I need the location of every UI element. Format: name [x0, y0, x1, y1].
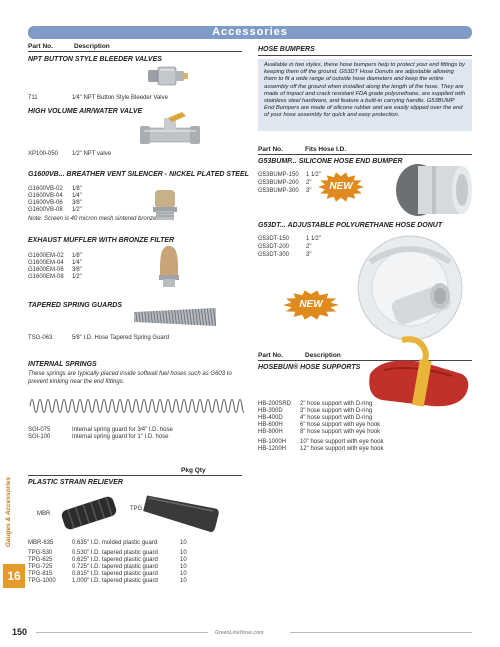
- section-title-air-water: HIGH VOLUME AIR/WATER VALVE: [28, 108, 143, 115]
- bumpers-description: Available in two styles, these hose bumpers help to protect your end fittings by keeping them off the ground. G53DT Hose Donuts are adjustable allowing them to fit a wide range of outside hose diameters and keep the entire assembly off the ground when installed along the length of the hose. They are made of impact and crack resistant FDA grade polyurethane, are supplied with stainless steel hardware, and feature a built-in carrying handle. G53BUMP End Bumpers are made of silicone rubber and are easily slipped over the end of your hose assembly for quick and easy protection.: [258, 59, 472, 131]
- section-title-bumpers: HOSE BUMPERS: [258, 46, 315, 53]
- list-item: G53DT-200 2": [258, 244, 312, 250]
- tpg-reliever-image: [140, 492, 220, 532]
- silicone-bumper-image: [384, 160, 476, 220]
- silencer-image: [150, 188, 180, 222]
- list-item: G53DT-300 3": [258, 252, 312, 258]
- section-number-tab: 16: [3, 564, 25, 588]
- hose-donut-image: [340, 232, 480, 344]
- side-tab-label: Gauges & Accessories: [5, 476, 12, 548]
- list-item: G53BUMP-150 1 1⁄2": [258, 172, 321, 178]
- list-item: G1600VB-04 1⁄4": [28, 193, 82, 199]
- header-rule: [28, 51, 242, 52]
- page-number: 150: [12, 627, 28, 637]
- bleeder-valve-image: [144, 62, 190, 88]
- list-item: G53DT-150 1 1⁄2": [258, 236, 321, 242]
- list-item: HB-600H 6" hose support with eye hook: [258, 422, 381, 428]
- list-item: TSG-063 5⁄8" I.D. Hose Tapered Spring Guard: [28, 335, 170, 341]
- list-item: G1600EM-04 1⁄4": [28, 260, 82, 266]
- list-item: HB-300D 3" hose support with D-ring: [258, 408, 373, 414]
- mbr-label: MBR: [37, 511, 51, 517]
- list-item: G1600EM-02 1⁄8": [28, 253, 82, 259]
- table-row: TPG-1000 1.000" I.D. tapered plastic guard 10: [28, 578, 187, 584]
- table-row: TPG-530 0.530" I.D. tapered plastic guard 10: [28, 550, 187, 556]
- col-header-part-no: Part No.: [258, 352, 283, 359]
- col-header-part-no: Part No.: [28, 43, 53, 50]
- section-title-donut: G53DT... ADJUSTABLE POLYURETHANE HOSE DONUT: [258, 222, 443, 229]
- list-item: G53BUMP-200 2": [258, 180, 312, 186]
- col-header-description: Description: [305, 352, 341, 359]
- list-item: G53BUMP-300 3": [258, 188, 312, 194]
- list-item: G1600EM-06 3⁄8": [28, 267, 82, 273]
- footer-url: GreenLineHose.com: [215, 630, 264, 636]
- col-header-description: Description: [74, 43, 110, 50]
- header-rule: [258, 55, 472, 56]
- list-item: SGI-075 Internal spring guard for 3⁄4" I.D. hose: [28, 427, 173, 433]
- table-row: TPG-725 0.725" I.D. tapered plastic guard 10: [28, 564, 187, 570]
- list-item: G1600EM-08 1⁄2": [28, 274, 82, 280]
- col-header-pkg-qty: Pkg Qty: [181, 467, 206, 474]
- list-item: SGI-100 Internal spring guard for 1" I.D. hose: [28, 434, 169, 440]
- mbr-reliever-image: [58, 491, 120, 535]
- list-item: 711 1⁄4" NPT Button Style Bleeder Valve: [28, 95, 168, 101]
- new-badge-text: NEW: [329, 181, 353, 192]
- list-item: XP100-050 1⁄2" NPT valve: [28, 151, 112, 157]
- list-item: HB-1000H 10" hose support with eye hook: [258, 439, 384, 445]
- page-banner: Accessories: [28, 26, 472, 39]
- list-item: G1600VB-06 3⁄8": [28, 200, 82, 206]
- col-header-fits: Fits Hose I.D.: [305, 146, 347, 153]
- list-item: G1600VB-02 1⁄8": [28, 186, 82, 192]
- tapered-spring-image: [132, 306, 218, 328]
- side-tab: [3, 456, 15, 568]
- section-title-strain: PLASTIC STRAIN RELIEVER: [28, 479, 123, 486]
- table-row: TPG-625 0.625" I.D. tapered plastic guard 10: [28, 557, 187, 563]
- muffler-image: [156, 244, 182, 290]
- list-item: HB-800H 8" hose support with eye hook: [258, 429, 381, 435]
- new-badge-text: NEW: [299, 299, 323, 310]
- footer-rule-left: [36, 632, 208, 633]
- list-item: HB-400D 4" hose support with D-ring: [258, 415, 373, 421]
- internal-spring-image: [28, 391, 244, 421]
- silencer-note: Note: Screen is 40 micron mesh sintered bronze: [28, 216, 157, 222]
- table-row: TPG-815 0.815" I.D. tapered plastic guard 10: [28, 571, 187, 577]
- table-row: MBR-635 0.635" I.D. molded plastic guard 10: [28, 540, 187, 546]
- list-item: HB-1200H 12" hose support with eye hook: [258, 446, 384, 452]
- list-item: G1600VB-08 1⁄2": [28, 207, 82, 213]
- section-title-npt: NPT BUTTON STYLE BLEEDER VALVES: [28, 56, 162, 63]
- col-header-part-no: Part No.: [258, 146, 283, 153]
- section-title-muffler: EXHAUST MUFFLER WITH BRONZE FILTER: [28, 237, 175, 244]
- section-title-silicone: G53BUMP... SILICONE HOSE END BUMPER: [258, 158, 403, 165]
- air-water-valve-image: [138, 110, 204, 156]
- header-rule: [28, 475, 242, 476]
- section-title-tapered: TAPERED SPRING GUARDS: [28, 302, 122, 309]
- list-item: HB-200SRD 2" hose support with D-ring: [258, 401, 373, 407]
- section-title-hosebun: HOSEBUN® HOSE SUPPORTS: [258, 364, 361, 371]
- tpg-label: TPG: [130, 506, 143, 512]
- hosebun-image: [362, 334, 476, 414]
- header-rule: [258, 154, 472, 155]
- internal-note: These springs are typically placed inside softwall fuel hoses such as G603 to prevent kinking near the end fittings.: [28, 371, 232, 385]
- section-title-internal: INTERNAL SPRINGS: [28, 361, 97, 368]
- footer-rule-right: [290, 632, 472, 633]
- section-title-silencer: G1600VB... BREATHER VENT SILENCER - NICKEL PLATED STEEL: [28, 171, 249, 178]
